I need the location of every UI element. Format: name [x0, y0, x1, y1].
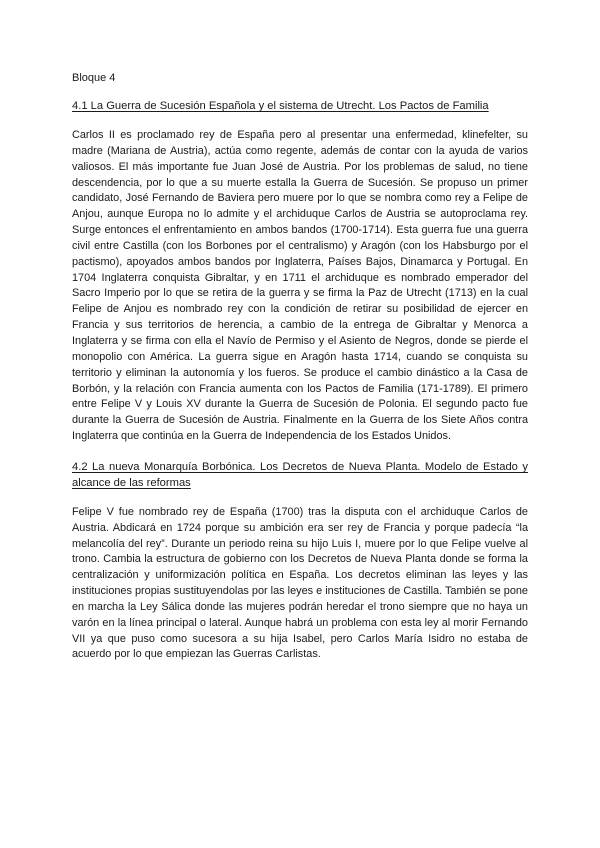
block-label: Bloque 4: [72, 72, 116, 84]
section-heading-4-2: 4.2 La nueva Monarquía Borbónica. Los Decretos de Nueva Planta. Modelo de Estado y alcance de las reformas: [72, 460, 528, 489]
section-heading-4-1: 4.1 La Guerra de Sucesión Española y el sistema de Utrecht. Los Pactos de Familia: [72, 100, 489, 112]
section-body-4-2: Felipe V fue nombrado rey de España (1700) tras la disputa con el archiduque Carlos de Austria. Abdicará en 1724 porque su ambición era ser rey de Francia y porque padecía “la melancolía del rey”. Durante un periodo reina su hijo Luis I, muere por lo que Felipe vuelve al trono. Cambia la estructura de gobierno con los Decretos de Nueva Planta donde se forma la centralización y uniformización política en España. Los decretos eliminan las leyes y las instituciones propias sustituyendolas por las leyes e instituciones de Castilla. También se pone en marcha la Ley Sálica donde las mujeres podrán heredar el trono siempre que no haya un varón en la línea principal o lateral. Aunque habrá un problema con esta ley al morir Fernando VII ya que puso como sucesora a su hija Isabel, pero Carlos María Isidro no estaba de acuerdo por lo que empiezan las Guerras Carlistas.: [72, 505, 528, 661]
section-body-4-1: Carlos II es proclamado rey de España pero al presentar una enfermedad, klinefelter, su madre (Mariana de Austria), actúa como regente, además de contar con la ayuda de varios valiosos. El más importante fue Juan José de Austria. Por los problemas de salud, no tiene descendencia, por lo que a su muerte estalla la Guerra de Sucesión. Se propuso un primer candidato, José Fernando de Baviera pero muere por lo que se nombra como rey a Felipe de Anjou, aunque Europa no lo admite y el archiduque Carlos de Austria se autoproclama rey. Surge entonces el enfrentamiento en ambos bandos (1700-1714). Esta guerra fue una guerra civil entre Castilla (con los Borbones por el centralismo) y Aragón (con los Habsburgo por el pactismo), apoyados ambos bandos por Inglaterra, Países Bajos, Dinamarca y Portugal. En 1704 Inglaterra conquista Gibraltar, y en 1711 el archiduque es nombrado emperador del Sacro Imperio por lo que se retira de la guerra y se firma la Paz de Utrecht (1713) en la cual Felipe de Anjou es nombrado rey con la condición de retirar su posibilidad de ejercer en Francia y sus territorios de herencia, a cambio de la entrega de Gibraltar y Menorca a Inglaterra y se firma con ella el Navío de Permiso y el Asiento de Negros, donde se pierde el monopolio con América. La guerra sigue en Aragón hasta 1714, cuando se conquista su territorio y eliminan la autonomía y los fueros. Se produce el cambio dinástico a la Casa de Borbón, y la relación con Francia aumenta con los Pactos de Familia (171-1789). El primero entre Felipe V y Louis XV durante la Guerra de Sucesión de Polonia. El segundo pacto fue durante la Guerra de Sucesión de Austria. Finalmente en la Guerra de los Siete Años contra Inglaterra que continúa en la Guerra de Independencia de los Estados Unidos.: [72, 129, 528, 443]
